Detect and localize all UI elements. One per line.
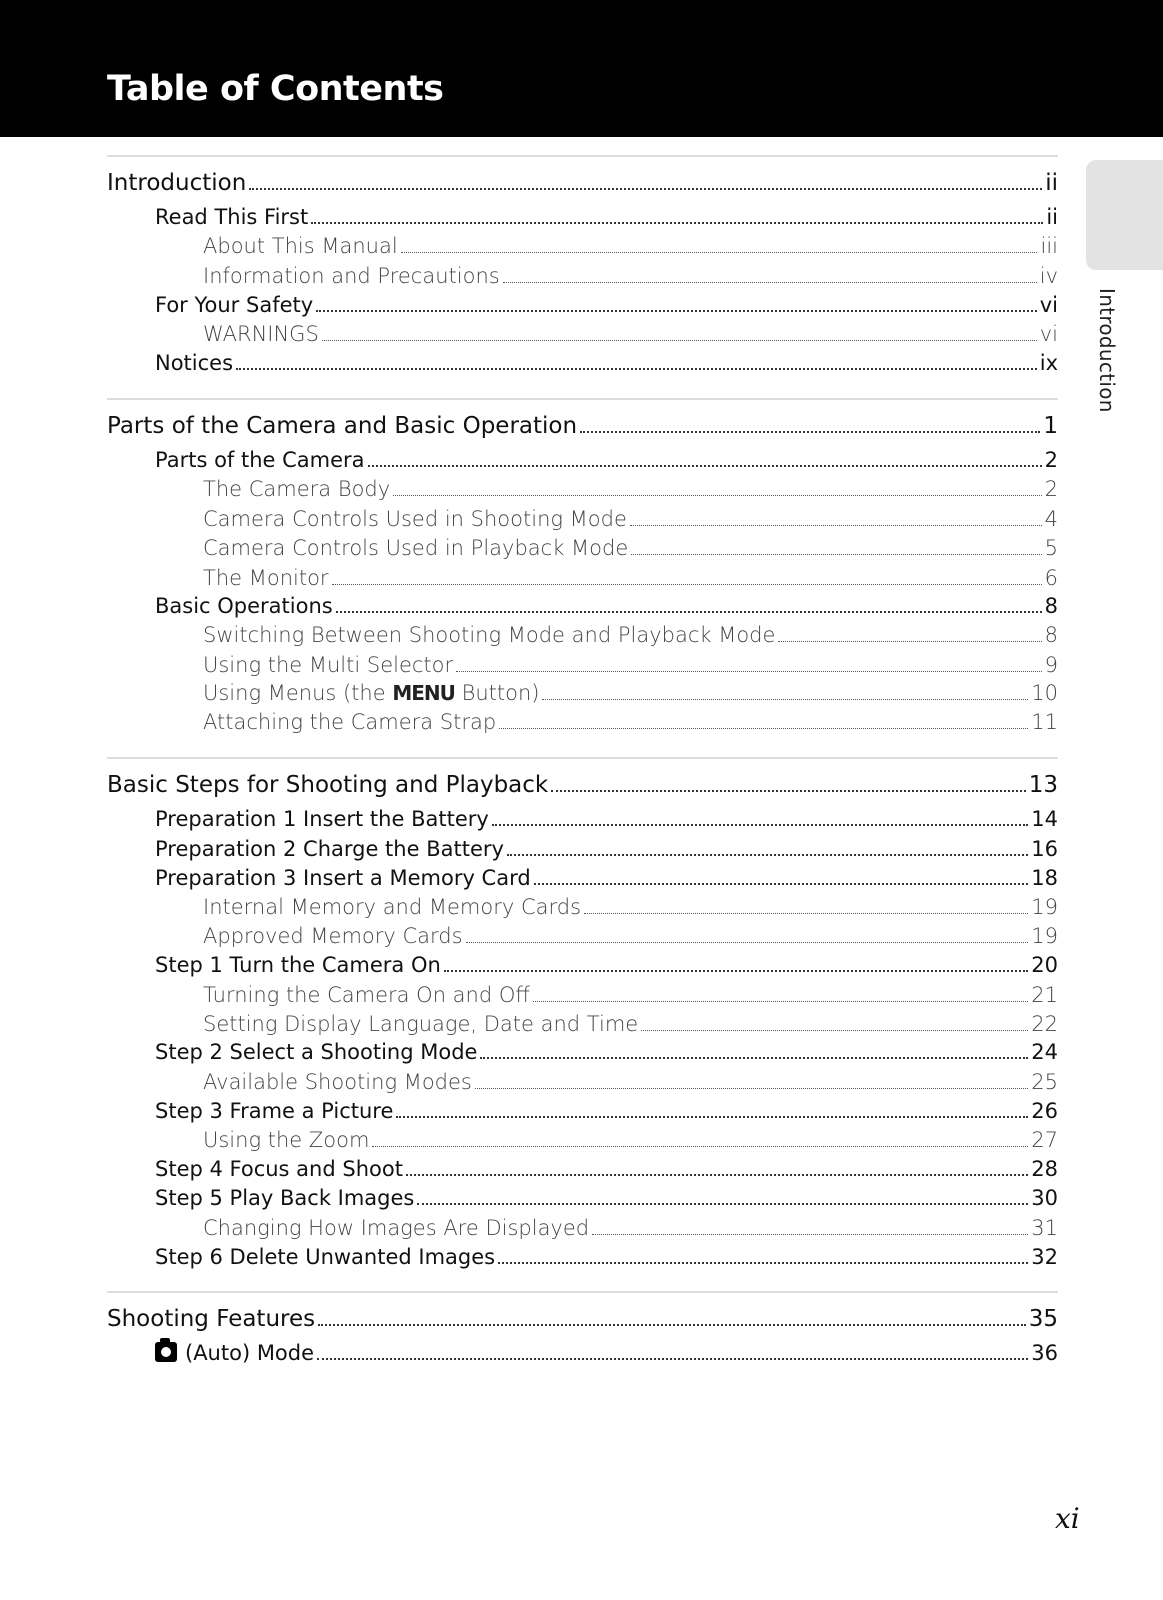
dot-leader: [249, 186, 1042, 190]
toc-title: Using the Zoom: [203, 1128, 370, 1152]
dot-leader: [542, 696, 1028, 700]
toc-title: About This Manual: [203, 234, 398, 258]
dot-leader: [503, 279, 1037, 283]
dot-leader: [580, 429, 1040, 433]
toc-title: Turning the Camera On and Off: [203, 983, 530, 1007]
toc-title: The Monitor: [203, 566, 329, 590]
toc-page: vi: [1039, 293, 1058, 317]
section-divider: [107, 757, 1058, 759]
dot-leader: [456, 668, 1041, 672]
toc-entry-prep-3[interactable]: [107, 866, 1058, 891]
toc-entry-using-menus[interactable]: [107, 681, 1058, 706]
dot-leader: [499, 725, 1028, 729]
dot-leader: [466, 939, 1029, 943]
dot-leader: [316, 308, 1037, 312]
toc-title: Step 5 Play Back Images: [155, 1186, 415, 1210]
toc-entry-multi-selector[interactable]: [107, 653, 1058, 678]
toc-title: Basic Operations: [155, 594, 333, 618]
dot-leader: [551, 788, 1025, 792]
section-divider: [107, 398, 1058, 400]
toc-title: Approved Memory Cards: [203, 924, 463, 948]
dot-leader: [592, 1231, 1028, 1235]
toc-entry-changing-display[interactable]: [107, 1216, 1058, 1241]
toc-title: Basic Steps for Shooting and Playback: [107, 772, 549, 798]
toc-page: 27: [1031, 1128, 1058, 1152]
toc-entry-for-your-safety[interactable]: [107, 293, 1058, 318]
dot-leader: [311, 220, 1043, 224]
toc-entry-about-this-manual[interactable]: [107, 234, 1058, 259]
dot-leader: [332, 581, 1042, 585]
toc-page: 22: [1031, 1012, 1058, 1036]
toc-page: 19: [1031, 924, 1058, 948]
dot-leader: [534, 881, 1029, 885]
dot-leader: [396, 1114, 1028, 1118]
toc-entry-the-monitor[interactable]: [107, 566, 1058, 591]
toc-entry-available-modes[interactable]: [107, 1070, 1058, 1095]
toc-entry-internal-memory[interactable]: [107, 895, 1058, 920]
toc-title-pre: Using Menus (the: [203, 681, 393, 705]
toc-entry-display-language[interactable]: [107, 1012, 1058, 1037]
toc-entry-notices[interactable]: [107, 351, 1058, 376]
toc-entry-controls-shooting-mode[interactable]: [107, 507, 1058, 532]
toc-page: 24: [1031, 1040, 1058, 1064]
toc-entry-read-this-first[interactable]: [107, 205, 1058, 230]
dot-leader: [492, 822, 1028, 826]
section-divider: [107, 1291, 1058, 1293]
toc-entry-introduction[interactable]: [107, 170, 1058, 198]
dot-leader: [507, 852, 1028, 856]
section-tab[interactable]: [1086, 160, 1163, 270]
dot-leader: [480, 1055, 1028, 1059]
toc-entry-switching-modes[interactable]: [107, 623, 1058, 648]
dot-leader: [393, 492, 1041, 496]
toc-page: 6: [1044, 566, 1058, 590]
toc-title: Parts of the Camera and Basic Operation: [107, 413, 578, 439]
toc-title: [155, 1341, 314, 1366]
toc-title: [203, 681, 539, 706]
toc-page: 26: [1031, 1099, 1058, 1123]
section-tab-label: Introduction: [1095, 288, 1119, 413]
toc-entry-using-zoom[interactable]: [107, 1128, 1058, 1153]
toc-title: Step 3 Frame a Picture: [155, 1099, 394, 1123]
page-number: xi: [1055, 1502, 1080, 1535]
dot-leader: [498, 1260, 1028, 1264]
toc-page: 31: [1031, 1216, 1058, 1240]
toc-title: Step 2 Select a Shooting Mode: [155, 1040, 478, 1064]
toc-page: 8: [1044, 594, 1058, 618]
toc-page: 18: [1031, 866, 1058, 890]
toc-title: Using the Multi Selector: [203, 653, 454, 677]
toc-title: Read This First: [155, 205, 309, 229]
toc-entry-basic-operations[interactable]: [107, 594, 1058, 619]
dot-leader: [236, 366, 1037, 370]
toc-title: Attaching the Camera Strap: [203, 710, 497, 734]
toc-title: WARNINGS: [203, 322, 319, 346]
toc-page: ii: [1045, 170, 1058, 196]
toc-page: 28: [1031, 1157, 1058, 1181]
toc-page: iv: [1039, 264, 1058, 288]
toc-page: ii: [1046, 205, 1058, 229]
toc-entry-camera-strap[interactable]: [107, 710, 1058, 735]
toc-entry-approved-cards[interactable]: [107, 924, 1058, 949]
toc-page: ix: [1039, 351, 1058, 375]
toc-page: 19: [1031, 895, 1058, 919]
dot-leader: [322, 337, 1037, 341]
toc-entry-step-2[interactable]: [107, 1040, 1058, 1065]
toc-title: Introduction: [107, 170, 247, 196]
dot-leader: [372, 1143, 1028, 1147]
toc-page: 1: [1043, 413, 1058, 439]
toc-title: The Camera Body: [203, 477, 391, 501]
toc-entry-prep-2[interactable]: [107, 837, 1058, 862]
toc-title: Preparation 1 Insert the Battery: [155, 807, 489, 831]
toc-title: Changing How Images Are Displayed: [203, 1216, 590, 1240]
toc-title: Shooting Features: [107, 1306, 316, 1332]
toc-page: 2: [1044, 477, 1058, 501]
toc-page: 16: [1031, 837, 1058, 861]
toc-title: Camera Controls Used in Shooting Mode: [203, 507, 627, 531]
toc-title: Step 4 Focus and Shoot: [155, 1157, 403, 1181]
toc-page: 21: [1031, 983, 1058, 1007]
toc-page: 30: [1031, 1186, 1058, 1210]
toc-entry-step-6[interactable]: [107, 1245, 1058, 1270]
toc-entry-step-4[interactable]: [107, 1157, 1058, 1182]
page-title: Table of Contents: [107, 69, 444, 109]
dot-leader: [475, 1085, 1028, 1089]
dot-leader: [778, 638, 1041, 642]
toc-entry-controls-playback-mode[interactable]: [107, 536, 1058, 561]
toc-title: Switching Between Shooting Mode and Playback Mode: [203, 623, 776, 647]
toc-title: Camera Controls Used in Playback Mode: [203, 536, 629, 560]
toc-page: 13: [1028, 772, 1058, 798]
toc-entry-auto-mode[interactable]: [107, 1341, 1058, 1366]
toc-page: 20: [1031, 953, 1058, 977]
toc-title: Information and Precautions: [203, 264, 500, 288]
toc-page: 36: [1031, 1341, 1058, 1365]
toc-entry-prep-1[interactable]: [107, 807, 1058, 832]
toc-title: Preparation 2 Charge the Battery: [155, 837, 504, 861]
dot-leader: [444, 968, 1028, 972]
dot-leader: [533, 998, 1028, 1002]
toc-entry-information-and-precautions[interactable]: [107, 264, 1058, 289]
toc-title: Available Shooting Modes: [203, 1070, 472, 1094]
toc-page: vi: [1039, 322, 1058, 346]
toc-entry-camera-body[interactable]: [107, 477, 1058, 502]
toc-entry-step-3[interactable]: [107, 1099, 1058, 1124]
toc-entry-parts-and-basic-operation[interactable]: [107, 413, 1058, 441]
toc-title: Internal Memory and Memory Cards: [203, 895, 582, 919]
dot-leader: [584, 910, 1028, 914]
toc-page: 35: [1028, 1306, 1058, 1332]
dot-leader: [630, 522, 1042, 526]
camera-icon: [155, 1342, 177, 1362]
toc-page: 2: [1044, 448, 1058, 472]
dot-leader: [318, 1322, 1026, 1326]
toc-page: 8: [1044, 623, 1058, 647]
toc-entry-warnings[interactable]: [107, 322, 1058, 347]
menu-button-glyph: MENU: [392, 681, 455, 705]
toc-title: Step 6 Delete Unwanted Images: [155, 1245, 496, 1269]
toc-page: iii: [1040, 234, 1058, 258]
toc-title-post: Button): [454, 681, 540, 705]
dot-leader: [368, 463, 1042, 467]
dot-leader: [336, 609, 1042, 613]
toc-page: 9: [1044, 653, 1058, 677]
toc-title: Preparation 3 Insert a Memory Card: [155, 866, 531, 890]
toc-page: 11: [1031, 710, 1058, 734]
toc-page: 5: [1044, 536, 1058, 560]
toc-title-text: (Auto) Mode: [185, 1341, 315, 1365]
dot-leader: [417, 1201, 1028, 1205]
toc-title: For Your Safety: [155, 293, 314, 317]
dot-leader: [631, 551, 1041, 555]
dot-leader: [401, 249, 1038, 253]
toc-entry-step-1[interactable]: [107, 953, 1058, 978]
toc-entry-basic-steps[interactable]: [107, 772, 1058, 800]
table-of-contents: [107, 0, 1058, 1600]
section-divider: [107, 155, 1058, 157]
toc-page: 14: [1031, 807, 1058, 831]
toc-entry-step-5[interactable]: [107, 1186, 1058, 1211]
toc-entry-parts-of-the-camera[interactable]: [107, 448, 1058, 473]
toc-title: Setting Display Language, Date and Time: [203, 1012, 639, 1036]
toc-title: Step 1 Turn the Camera On: [155, 953, 441, 977]
toc-page: 32: [1031, 1245, 1058, 1269]
dot-leader: [641, 1027, 1028, 1031]
toc-entry-turning-on-off[interactable]: [107, 983, 1058, 1008]
dot-leader: [317, 1356, 1028, 1360]
toc-title: Parts of the Camera: [155, 448, 365, 472]
dot-leader: [406, 1172, 1028, 1176]
toc-page: 10: [1031, 681, 1058, 705]
toc-page: 25: [1031, 1070, 1058, 1094]
toc-page: 4: [1044, 507, 1058, 531]
toc-entry-shooting-features[interactable]: [107, 1306, 1058, 1334]
toc-title: Notices: [155, 351, 234, 375]
